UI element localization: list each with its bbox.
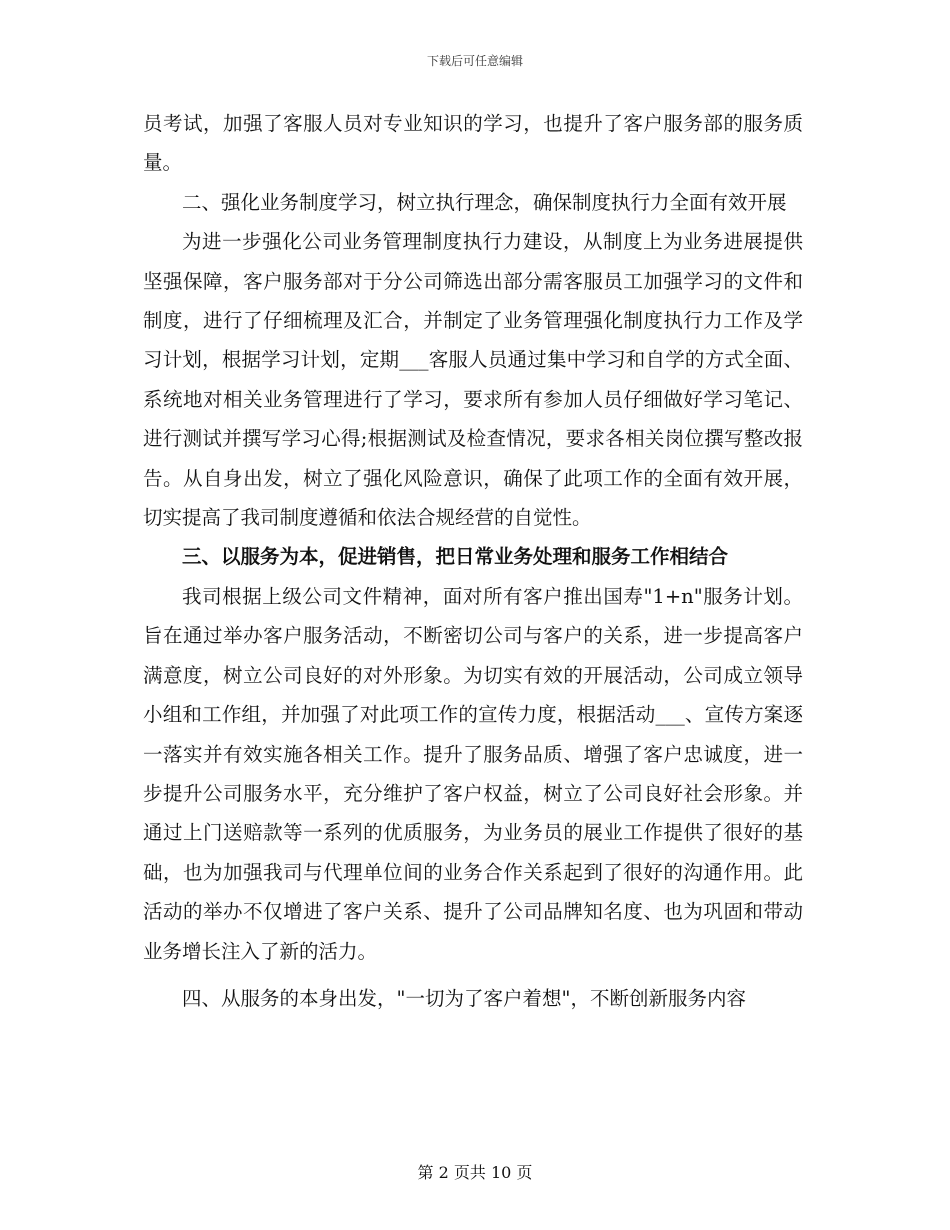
page-number-footer: 第 2 页共 10 页 xyxy=(417,1163,533,1182)
section-heading-3: 三、以服务为本，促进销售，把日常业务处理和服务工作相结合 xyxy=(182,545,729,569)
paragraph-section-2: 为进一步强化公司业务管理制度执行力建设，从制度上为业务进展提供坚强保障，客户服务部对于分公司筛选出部分需客服员工加强学习的文件和制度，进行了仔细梳理及汇合，并制定了业务管理强化制度执行力工作及学习计划，根据学习计划，定期___客服人员通过集中学习和自学的方式全面、系统地对相关业务管理进行了学习，要求所有参加人员仔细做好学习笔记、进行测试并撰写学习心得;根据测试及检查情况，要求各相关岗位撰写整改报告。从自身出发，树立了强化风险意识，确保了此项工作的全面有效开展，切实提高了我司制度遵循和依法合规经营的自觉性。 xyxy=(143,230,803,530)
section-heading-2: 二、强化业务制度学习，树立执行理念，确保制度执行力全面有效开展 xyxy=(182,190,787,214)
document-body xyxy=(143,104,803,1018)
page-header: 下载后可任意编辑 xyxy=(426,54,523,68)
section-heading-4: 四、从服务的本身出发，"一切为了客户着想"，不断创新服务内容 xyxy=(182,986,746,1010)
paragraph-continuation: 员考试，加强了客服人员对专业知识的学习，也提升了客户服务部的服务质量。 xyxy=(143,112,803,175)
paragraph-section-3: 我司根据上级公司文件精神，面对所有客户推出国寿"1+n"服务计划。旨在通过举办客户服务活动，不断密切公司与客户的关系，进一步提高客户满意度，树立公司良好的对外形象。为切实有效的开展活动，公司成立领导小组和工作组，并加强了对此项工作的宣传力度，根据活动___、宣传方案逐一落实并有效实施各相关工作。提升了服务品质、增强了客户忠诚度，进一步提升公司服务水平，充分维护了客户权益，树立了公司良好社会形象。并通过上门送赔款等一系列的优质服务，为业务员的展业工作提供了很好的基础，也为加强我司与代理单位间的业务合作关系起到了很好的沟通作用。此活动的举办不仅增进了客户关系、提升了公司品牌知名度、也为巩固和带动业务增长注入了新的活力。 xyxy=(143,584,803,963)
